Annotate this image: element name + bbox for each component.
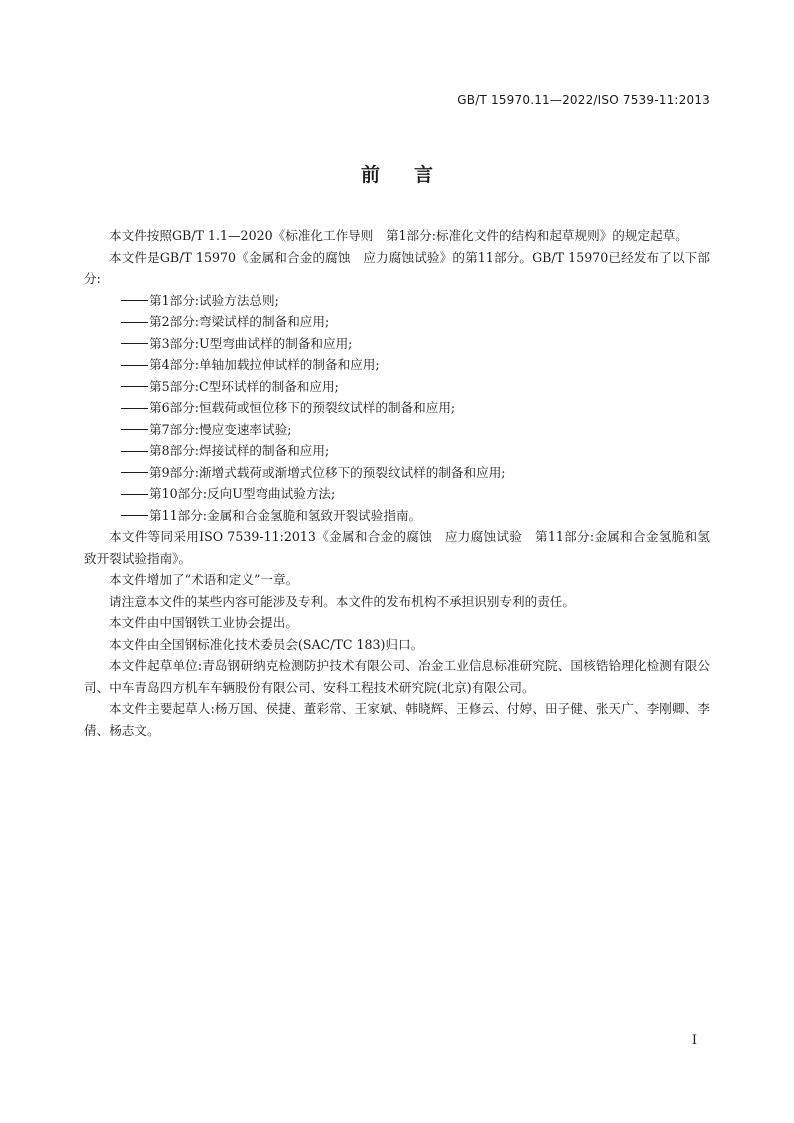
- page-number: I: [691, 1033, 697, 1048]
- paragraph-proposer: 本文件由中国钢铁工业协会提出。: [109, 615, 298, 630]
- paragraph-patent-notice: 请注意本文件的某些内容可能涉及专利。本文件的发布机构不承担识别专利的责任。: [109, 593, 575, 609]
- dash-mark: [121, 322, 148, 323]
- list-item: 第7部分:慢应变速率试验;: [84, 419, 710, 441]
- dash-mark: [121, 429, 148, 430]
- list-item: 第10部分:反向U型弯曲试验方法;: [84, 483, 710, 505]
- dash-mark: [121, 451, 148, 452]
- list-item: 第9部分:渐增式载荷或渐增式位移下的预裂纹试样的制备和应用;: [84, 462, 710, 484]
- dash-mark: [121, 515, 148, 516]
- list-item: 第4部分:单轴加载拉伸试样的制备和应用;: [84, 354, 710, 376]
- paragraph-drafting-units: 本文件起草单位:青岛钢研纳克检测防护技术有限公司、冶金工业信息标准研究院、国核锆铪理化检测有限公司、中车青岛四方机车车辆股份有限公司、安科工程技术研究院(北京)有限公司。: [84, 658, 710, 695]
- paragraph-added-chapter: 本文件增加了“术语和定义”一章。: [109, 572, 299, 587]
- preface-body: [84, 225, 710, 741]
- list-item: 第1部分:试验方法总则;: [84, 290, 710, 312]
- dash-mark: [121, 386, 148, 387]
- paragraph-iso-adoption: 本文件等同采用ISO 7539-11:2013《金属和合金的腐蚀 应力腐蚀试验 第11部分:金属和合金氢脆和氢致开裂试验指南》。: [84, 529, 710, 566]
- paragraph-series-intro: 本文件是GB/T 15970《金属和合金的腐蚀 应力腐蚀试验》的第11部分。GB/T 15970已经发布了以下部分:: [84, 249, 710, 286]
- paragraph-drafting-rules: 本文件按照GB/T 1.1—2020《标准化工作导则 第1部分:标准化文件的结构和起草规则》的规定起草。: [109, 228, 688, 243]
- paragraph-drafters: 本文件主要起草人:杨万国、侯捷、董彩常、王家斌、韩晓辉、王修云、付婷、田子健、张天广、李刚卿、李倩、杨志文。: [84, 701, 710, 738]
- dash-mark: [121, 408, 148, 409]
- list-item: 第8部分:焊接试样的制备和应用;: [84, 440, 710, 462]
- list-item: 第2部分:弯梁试样的制备和应用;: [84, 311, 710, 333]
- list-item: 第11部分:金属和合金氢脆和氢致开裂试验指南。: [84, 505, 710, 527]
- dash-mark: [121, 494, 148, 495]
- list-item: 第3部分:U型弯曲试样的制备和应用;: [84, 333, 710, 355]
- dash-mark: [121, 343, 148, 344]
- page-title: 前言: [360, 164, 467, 186]
- paragraph-committee: 本文件由全国钢标准化技术委员会(SAC/TC 183)归口。: [109, 636, 424, 652]
- list-item: 第6部分:恒载荷或恒位移下的预裂纹试样的制备和应用;: [84, 397, 710, 419]
- parts-list: [84, 290, 710, 527]
- standard-code: GB/T 15970.11—2022/ISO 7539-11:2013: [457, 93, 710, 107]
- dash-mark: [121, 300, 148, 301]
- dash-mark: [121, 472, 148, 473]
- list-item: 第5部分:C型环试样的制备和应用;: [84, 376, 710, 398]
- dash-mark: [121, 365, 148, 366]
